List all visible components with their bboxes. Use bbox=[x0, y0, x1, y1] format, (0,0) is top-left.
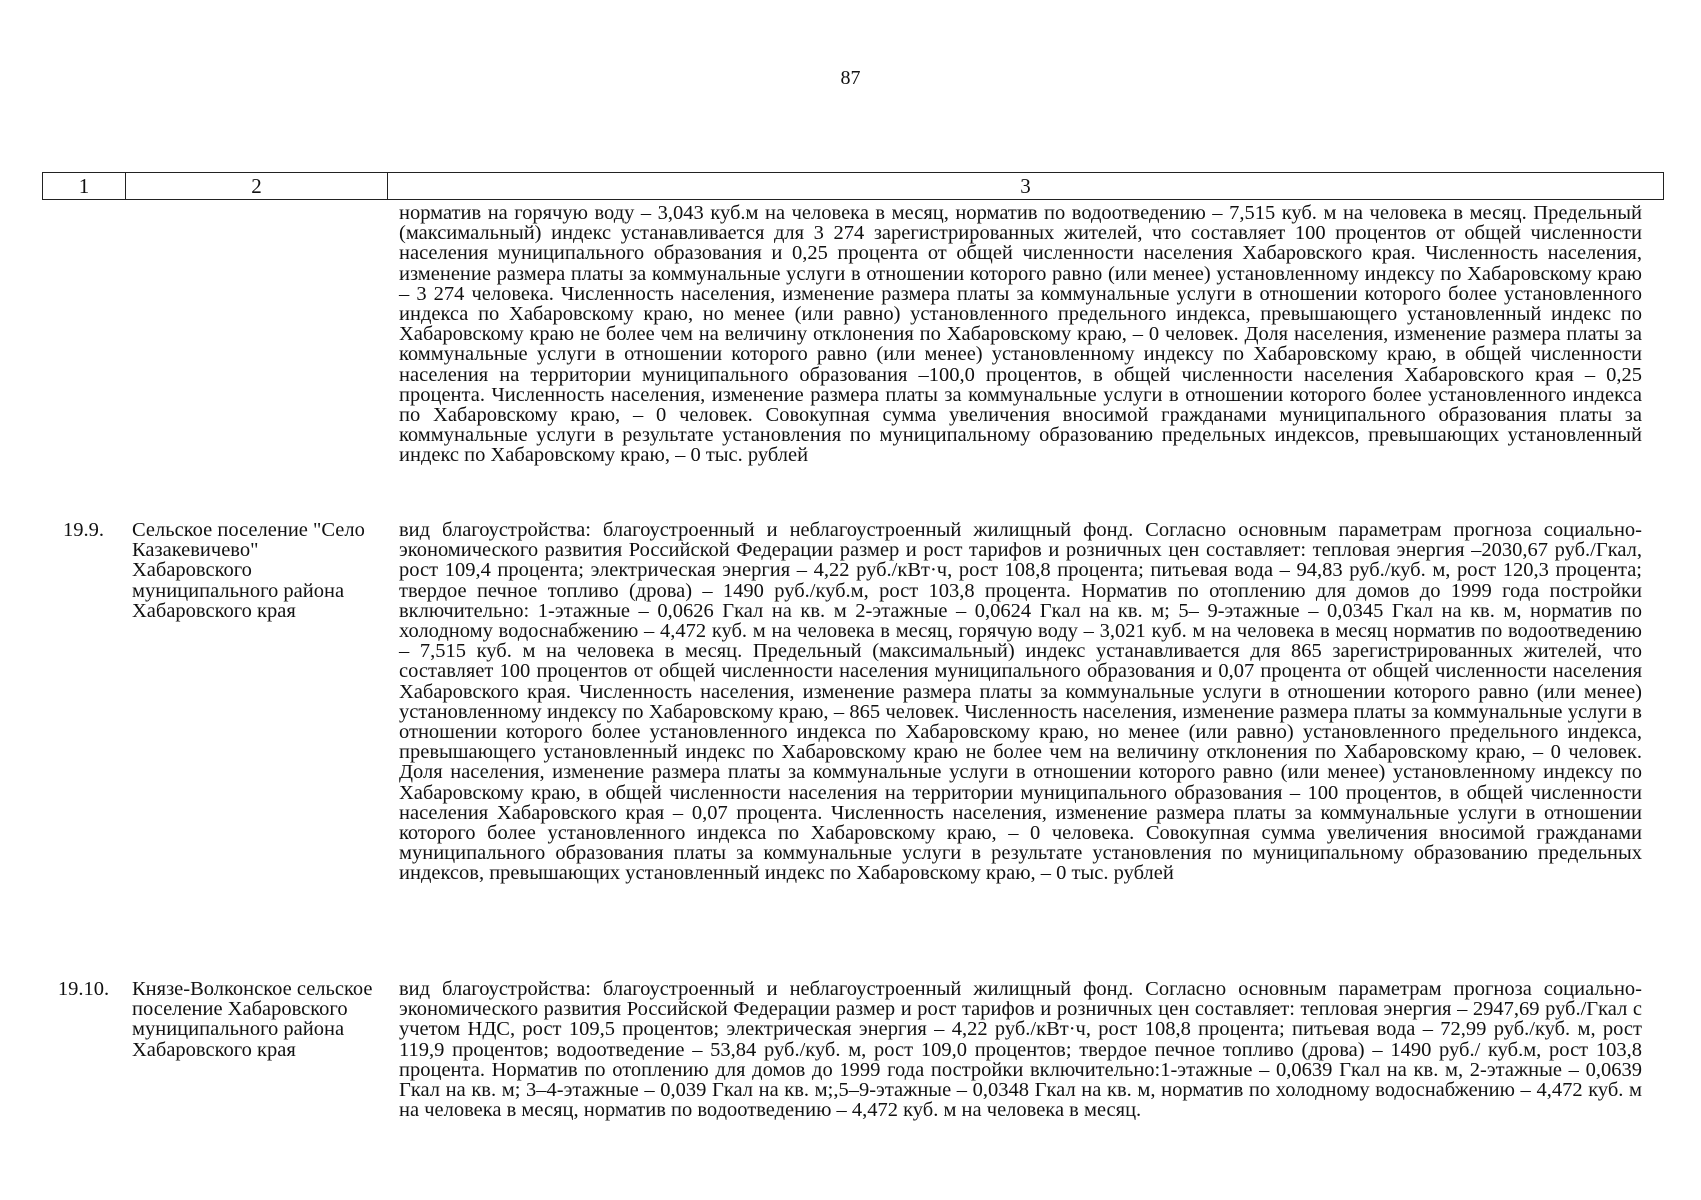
row-municipality-name: Князе-Волконское сельское поселение Хабаровского муниципального района Хабаровского края bbox=[132, 978, 373, 1061]
row-number: 19.9. bbox=[63, 519, 104, 541]
table-row bbox=[42, 520, 1664, 884]
table-row bbox=[42, 203, 1664, 466]
row-description: вид благоустройства: благоустроенный и неблагоустроенный жилищный фонд. Согласно основным параметрам прогноза социально-экономического развития Российской Федерации размер и рост тарифов и розничных цен составляет: тепловая энергия – 2947,69 руб./Гкал с учетом НДС, рост 109,5 процентов; электрическая энергия – 4,22 руб./кВт·ч, рост 108,8 процента; питьевая вода – 72,99 руб./куб. м, рост 119,9 процентов; водоотведение – 53,84 руб./куб. м, рост 109,0 процентов; твердое печное топливо (дрова) – 1490 руб./ куб.м, рост 103,8 процента. Норматив по отоплению для домов до 1999 года постройки включительно:1-этажные – 0,0639 Гкал на кв. м, 2-этажные – 0,0639 Гкал на кв. м; 3–4-этажные – 0,039 Гкал на кв. м;,5–9-этажные – 0,0348 Гкал на кв. м, норматив по холодному водоснабжению – 4,472 куб. м на человека в месяц, норматив по водоотведению – 4,472 куб. м на человека в месяц. bbox=[399, 978, 1642, 1122]
row-municipality-name bbox=[125, 203, 387, 466]
row-number: 19.10. bbox=[57, 978, 110, 1000]
row-description: вид благоустройства: благоустроенный и неблагоустроенный жилищный фонд. Согласно основным параметрам прогноза социально-экономического развития Российской Федерации размер и рост тарифов и розничных цен составляет: тепловая энергия –2030,67 руб./Гкал, рост 109,4 процента; электрическая энергия – 4,22 руб./кВт·ч, рост 108,8 процента; питьевая вода – 94,83 руб./куб. м, рост 120,3 процента; твердое печное топливо (дрова) – 1490 руб./куб.м, рост 103,8 процента. Норматив по отоплению для домов до 1999 года постройки включительно: 1-этажные – 0,0626 Гкал на кв. м 2-этажные – 0,0624 Гкал на кв. м; 5– 9-этажные – 0,0345 Гкал на кв. м, норматив по холодному водоснабжению – 4,472 куб. м на человека в месяц, горячую воду – 3,021 куб. м на человека в месяц норматив по водоотведению – 7,515 куб. м на человека в месяц. Предельный (максимальный) индекс устанавливается для 865 зарегистрированных жителей, что составляет 100 процентов от общей численности населения муниципального образования и 0,07 процента от общей численности населения Хабаровского края. Численность населения, изменение размера платы за коммунальные услуги в отношении которого равно (или менее) установленному индексу по Хабаровскому краю, – 865 человек. Численность населения, изменение размера платы за коммунальные услуги в отношении которого более установленного индекса по Хабаровскому краю, но менее (или равно) установленного предельного индекса, превышающего установленный индекс по Хабаровскому краю не более чем на величину отклонения по Хабаровскому краю, – 0 человек. Доля населения, изменение размера платы за коммунальные услуги в отношении которого равно (или менее) установленному индексу по Хабаровскому краю, в общей численности населения на территории муниципального образования – 100 процентов, в общей численности населения Хабаровского края – 0,07 процента. Численность населения, изменение размера платы за коммунальные услуги в отношении которого более установленного индекса по Хабаровскому краю, – 0 человека. Совокупная сумма увеличения вносимой гражданами муниципального образования платы за коммунальные услуги в результате установления по муниципальному образованию предельных индексов, превышающих установленный индекс по Хабаровскому краю, – 0 тыс. рублей bbox=[399, 519, 1642, 885]
row-number bbox=[42, 203, 125, 466]
table-header bbox=[42, 172, 1664, 200]
header-col-3: 3 bbox=[1020, 173, 1031, 198]
page-number: 87 bbox=[840, 67, 861, 89]
header-col-2: 2 bbox=[126, 173, 388, 199]
header-col-1: 1 bbox=[43, 173, 126, 199]
table-row bbox=[42, 979, 1664, 1120]
row-municipality-name: Сельское поселение "Село Казакевичево" Хабаровского муниципального района Хабаровского края bbox=[132, 519, 365, 622]
row-description: норматив на горячую воду – 3,043 куб.м на человека в месяц, норматив по водоотведению – 7,515 куб. м на человека в месяц. Предельный (максимальный) индекс устанавливается для 3 274 зарегистрированных жителей, что составляет 100 процентов от общей численности населения муниципального образования и 0,25 процента от общей численности населения Хабаровского края. Численность населения, изменение размера платы за коммунальные услуги в отношении которого равно (или менее) установленному индексу по Хабаровскому краю – 3 274 человека. Численность населения, изменение размера платы за коммунальные услуги в отношении которого более установленного индекса по Хабаровскому краю, но менее (или равно) установленного предельного индекса, превышающего установленный индекс по Хабаровскому краю не более чем на величину отклонения по Хабаровскому краю, – 0 человек. Доля населения, изменение размера платы за коммунальные услуги в отношении которого равно (или менее) установленному индексу по Хабаровскому краю, в общей численности населения на территории муниципального образования –100,0 процентов, в общей численности населения Хабаровского края – 0,25 процента. Численность населения, изменение размера платы за коммунальные услуги в отношении которого более установленного индекса по Хабаровскому краю, – 0 человек. Совокупная сумма увеличения вносимой гражданами муниципального образования платы за коммунальные услуги в результате установления по муниципальному образованию предельных индексов, превышающих установленный индекс по Хабаровскому краю, – 0 тыс. рублей bbox=[399, 202, 1642, 467]
